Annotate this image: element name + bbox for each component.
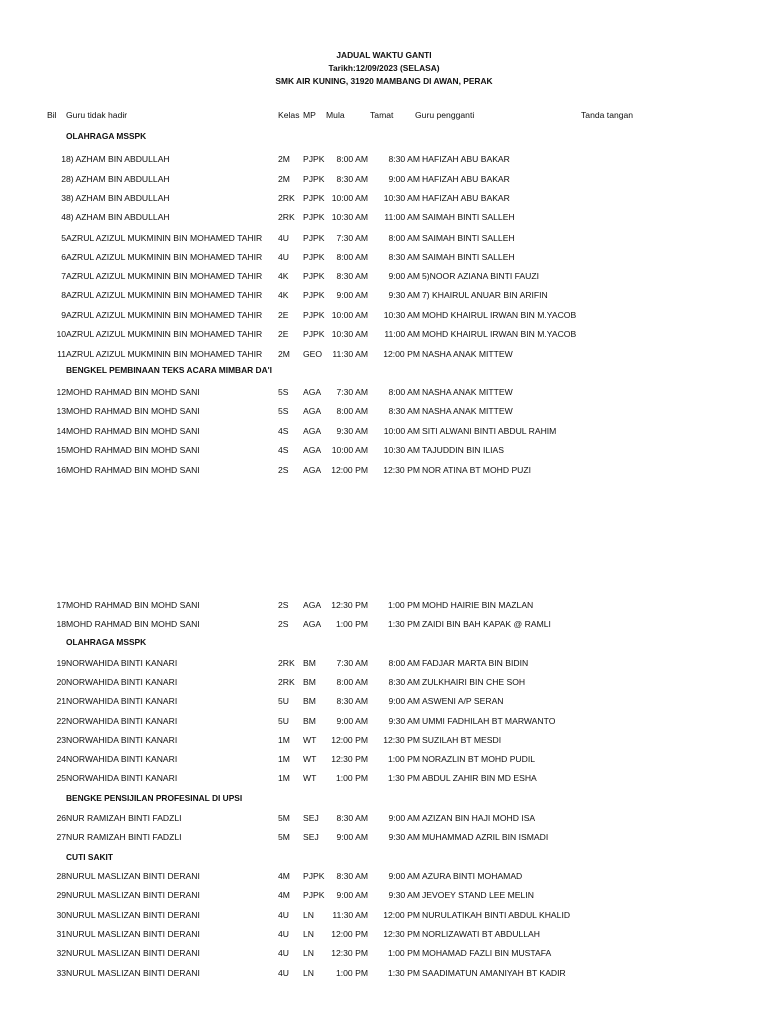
row-bil: 3 — [61, 193, 66, 203]
absent-teacher: 8) AZHAM BIN ABDULLAH — [66, 212, 170, 222]
start-time: 7:30 AM — [336, 658, 368, 668]
class-code: 4S — [278, 426, 289, 436]
row-bil: 30 — [56, 910, 66, 920]
absent-teacher: NURUL MASLIZAN BINTI DERANI — [66, 929, 200, 939]
end-time: 9:00 AM — [388, 174, 420, 184]
absent-teacher: AZRUL AZIZUL MUKMININ BIN MOHAMED TAHIR — [66, 290, 263, 300]
subject-code: WT — [303, 773, 317, 783]
table-row — [0, 232, 768, 244]
end-time: 9:00 AM — [388, 696, 420, 706]
relief-teacher: HAFIZAH ABU BAKAR — [422, 193, 510, 203]
relief-teacher: UMMI FADHILAH BT MARWANTO — [422, 716, 556, 726]
row-bil: 19 — [56, 658, 66, 668]
start-time: 10:00 AM — [331, 445, 368, 455]
start-time: 12:30 PM — [331, 754, 368, 764]
row-bil: 20 — [56, 677, 66, 687]
absent-teacher: AZRUL AZIZUL MUKMININ BIN MOHAMED TAHIR — [66, 310, 263, 320]
class-code: 2E — [278, 329, 289, 339]
subject-code: PJPK — [303, 154, 325, 164]
relief-teacher: NORLIZAWATI BT ABDULLAH — [422, 929, 540, 939]
absent-teacher: NORWAHIDA BINTI KANARI — [66, 677, 178, 687]
relief-teacher: NASHA ANAK MITTEW — [422, 349, 513, 359]
table-row — [0, 405, 768, 417]
end-time: 1:00 PM — [387, 948, 420, 958]
absent-teacher: AZRUL AZIZUL MUKMININ BIN MOHAMED TAHIR — [66, 252, 263, 262]
subject-code: BM — [303, 696, 316, 706]
end-time: 1:00 PM — [387, 754, 420, 764]
absent-teacher: NURUL MASLIZAN BINTI DERANI — [66, 968, 200, 978]
document-date: Tarikh:12/09/2023 (SELASA) — [328, 63, 440, 73]
relief-teacher: ZULKHAIRI BIN CHE SOH — [422, 677, 526, 687]
class-code: 2S — [278, 619, 289, 629]
relief-teacher: SAADIMATUN AMANIYAH BT KADIR — [422, 968, 566, 978]
table-row — [0, 889, 768, 901]
class-code: 2E — [278, 310, 289, 320]
row-bil: 27 — [56, 832, 66, 842]
end-time: 1:30 PM — [387, 619, 420, 629]
table-row — [0, 715, 768, 727]
absent-teacher: NURUL MASLIZAN BINTI DERANI — [66, 948, 200, 958]
start-time: 10:00 AM — [331, 193, 368, 203]
absent-teacher: AZRUL AZIZUL MUKMININ BIN MOHAMED TAHIR — [66, 349, 263, 359]
subject-code: PJPK — [303, 193, 325, 203]
document-header — [0, 49, 768, 88]
section-heading: BENGKEL PEMBINAAN TEKS ACARA MIMBAR DA'I — [66, 365, 272, 375]
row-bil: 2 — [61, 174, 66, 184]
class-code: 2RK — [278, 212, 295, 222]
class-code: 4M — [278, 890, 290, 900]
table-row — [0, 251, 768, 263]
class-code: 4U — [278, 910, 289, 920]
relief-teacher: NASHA ANAK MITTEW — [422, 387, 513, 397]
start-time: 9:00 AM — [336, 290, 368, 300]
header-bil: Bil — [47, 110, 57, 120]
start-time: 7:30 AM — [336, 387, 368, 397]
header-mp: MP — [303, 110, 316, 120]
absent-teacher: 8) AZHAM BIN ABDULLAH — [66, 193, 170, 203]
end-time: 12:30 PM — [383, 465, 420, 475]
start-time: 9:00 AM — [336, 890, 368, 900]
class-code: 2RK — [278, 677, 295, 687]
absent-teacher: NORWAHIDA BINTI KANARI — [66, 754, 178, 764]
table-row — [0, 211, 768, 223]
absent-teacher: MOHD RAHMAD BIN MOHD SANI — [66, 445, 200, 455]
table-row — [0, 676, 768, 688]
start-time: 12:00 PM — [331, 735, 368, 745]
row-bil: 29 — [56, 890, 66, 900]
start-time: 9:00 AM — [336, 832, 368, 842]
row-bil: 25 — [56, 773, 66, 783]
end-time: 12:00 PM — [383, 910, 420, 920]
table-row — [0, 831, 768, 843]
subject-code: PJPK — [303, 233, 325, 243]
absent-teacher: NORWAHIDA BINTI KANARI — [66, 735, 178, 745]
subject-code: LN — [303, 968, 314, 978]
subject-code: AGA — [303, 387, 322, 397]
relief-teacher: JEVOEY STAND LEE MELIN — [422, 890, 534, 900]
class-code: 1M — [278, 773, 290, 783]
end-time: 10:30 AM — [383, 445, 420, 455]
table-row — [0, 386, 768, 398]
relief-teacher: SITI ALWANI BINTI ABDUL RAHIM — [422, 426, 557, 436]
subject-code: AGA — [303, 406, 322, 416]
table-row — [0, 192, 768, 204]
table-row — [0, 909, 768, 921]
end-time: 8:30 AM — [388, 252, 420, 262]
row-bil: 31 — [56, 929, 66, 939]
class-code: 4K — [278, 271, 289, 281]
relief-teacher: MOHD KHAIRUL IRWAN BIN M.YACOB — [422, 310, 577, 320]
subject-code: AGA — [303, 426, 322, 436]
absent-teacher: NORWAHIDA BINTI KANARI — [66, 716, 178, 726]
start-time: 1:00 PM — [335, 619, 368, 629]
row-bil: 24 — [56, 754, 66, 764]
absent-teacher: MOHD RAHMAD BIN MOHD SANI — [66, 406, 200, 416]
absent-teacher: NURUL MASLIZAN BINTI DERANI — [66, 871, 200, 881]
end-time: 8:00 AM — [388, 387, 420, 397]
start-time: 8:30 AM — [336, 696, 368, 706]
row-bil: 18 — [56, 619, 66, 629]
start-time: 12:30 PM — [331, 600, 368, 610]
absent-teacher: MOHD RAHMAD BIN MOHD SANI — [66, 387, 200, 397]
relief-teacher: 5)NOOR AZIANA BINTI FAUZI — [422, 271, 539, 281]
absent-teacher: MOHD RAHMAD BIN MOHD SANI — [66, 426, 200, 436]
table-row — [0, 328, 768, 340]
class-code: 4K — [278, 290, 289, 300]
table-row — [0, 618, 768, 630]
relief-teacher: NURULATIKAH BINTI ABDUL KHALID — [422, 910, 571, 920]
subject-code: BM — [303, 677, 316, 687]
subject-code: PJPK — [303, 890, 325, 900]
end-time: 12:30 PM — [383, 735, 420, 745]
end-time: 10:30 AM — [383, 310, 420, 320]
start-time: 8:00 AM — [336, 154, 368, 164]
row-bil: 17 — [56, 600, 66, 610]
relief-teacher: HAFIZAH ABU BAKAR — [422, 174, 510, 184]
absent-teacher: NUR RAMIZAH BINTI FADZLI — [66, 832, 182, 842]
end-time: 9:30 AM — [388, 290, 420, 300]
row-bil: 8 — [61, 290, 66, 300]
row-bil: 26 — [56, 813, 66, 823]
subject-code: PJPK — [303, 271, 325, 281]
relief-teacher: SAIMAH BINTI SALLEH — [422, 233, 515, 243]
relief-teacher: SAIMAH BINTI SALLEH — [422, 212, 515, 222]
table-row — [0, 928, 768, 940]
subject-code: BM — [303, 658, 316, 668]
header-mula: Mula — [326, 110, 345, 120]
subject-code: LN — [303, 929, 314, 939]
subject-code: PJPK — [303, 174, 325, 184]
class-code: 2RK — [278, 658, 295, 668]
relief-teacher: MOHAMAD FAZLI BIN MUSTAFA — [422, 948, 552, 958]
end-time: 8:00 AM — [388, 233, 420, 243]
absent-teacher: NORWAHIDA BINTI KANARI — [66, 773, 178, 783]
document-title: JADUAL WAKTU GANTI — [336, 50, 432, 60]
class-code: 5U — [278, 716, 289, 726]
row-bil: 33 — [56, 968, 66, 978]
end-time: 12:30 PM — [383, 929, 420, 939]
row-bil: 23 — [56, 735, 66, 745]
class-code: 5M — [278, 813, 290, 823]
absent-teacher: NUR RAMIZAH BINTI FADZLI — [66, 813, 182, 823]
absent-teacher: MOHD RAHMAD BIN MOHD SANI — [66, 600, 200, 610]
class-code: 4M — [278, 871, 290, 881]
class-code: 2M — [278, 349, 290, 359]
row-bil: 9 — [61, 310, 66, 320]
end-time: 8:30 AM — [388, 154, 420, 164]
start-time: 8:30 AM — [336, 271, 368, 281]
subject-code: PJPK — [303, 212, 325, 222]
absent-teacher: AZRUL AZIZUL MUKMININ BIN MOHAMED TAHIR — [66, 329, 263, 339]
table-row — [0, 348, 768, 360]
table-row — [0, 772, 768, 784]
subject-code: AGA — [303, 600, 322, 610]
absent-teacher: MOHD RAHMAD BIN MOHD SANI — [66, 465, 200, 475]
end-time: 11:00 AM — [384, 329, 420, 339]
class-code: 2S — [278, 465, 289, 475]
row-bil: 4 — [61, 212, 66, 222]
section-heading: OLAHRAGA MSSPK — [66, 637, 147, 647]
class-code: 2M — [278, 154, 290, 164]
relief-teacher: FADJAR MARTA BIN BIDIN — [422, 658, 529, 668]
class-code: 4S — [278, 445, 289, 455]
table-row — [0, 464, 768, 476]
relief-teacher: ZAIDI BIN BAH KAPAK @ RAMLI — [422, 619, 551, 629]
absent-teacher: NORWAHIDA BINTI KANARI — [66, 696, 178, 706]
end-time: 8:00 AM — [388, 658, 420, 668]
end-time: 11:00 AM — [384, 212, 420, 222]
relief-teacher: MOHD KHAIRUL IRWAN BIN M.YACOB — [422, 329, 577, 339]
absent-teacher: 8) AZHAM BIN ABDULLAH — [66, 154, 170, 164]
row-bil: 15 — [56, 445, 66, 455]
school-name: SMK AIR KUNING, 31920 MAMBANG DI AWAN, PERAK — [275, 76, 493, 86]
subject-code: AGA — [303, 465, 322, 475]
subject-code: WT — [303, 754, 317, 764]
absent-teacher: AZRUL AZIZUL MUKMININ BIN MOHAMED TAHIR — [66, 271, 263, 281]
header-guru-pengganti: Guru pengganti — [415, 110, 475, 120]
start-time: 10:00 AM — [331, 310, 368, 320]
end-time: 9:00 AM — [388, 271, 420, 281]
start-time: 12:30 PM — [331, 948, 368, 958]
relief-teacher: SAIMAH BINTI SALLEH — [422, 252, 515, 262]
row-bil: 6 — [61, 252, 66, 262]
start-time: 12:00 PM — [331, 929, 368, 939]
class-code: 5U — [278, 696, 289, 706]
start-time: 10:30 AM — [331, 329, 368, 339]
subject-code: LN — [303, 910, 314, 920]
row-bil: 22 — [56, 716, 66, 726]
row-bil: 16 — [56, 465, 66, 475]
subject-code: AGA — [303, 445, 322, 455]
class-code: 1M — [278, 754, 290, 764]
subject-code: PJPK — [303, 252, 325, 262]
header-tamat: Tamat — [370, 110, 394, 120]
end-time: 9:00 AM — [388, 871, 420, 881]
start-time: 10:30 AM — [331, 212, 368, 222]
relief-teacher: 7) KHAIRUL ANUAR BIN ARIFIN — [422, 290, 548, 300]
table-row — [0, 657, 768, 669]
start-time: 1:00 PM — [335, 773, 368, 783]
end-time: 9:30 AM — [388, 716, 420, 726]
table-row — [0, 967, 768, 979]
absent-teacher: MOHD RAHMAD BIN MOHD SANI — [66, 619, 200, 629]
start-time: 8:30 AM — [336, 174, 368, 184]
row-bil: 12 — [56, 387, 66, 397]
start-time: 8:00 AM — [336, 252, 368, 262]
start-time: 8:00 AM — [336, 406, 368, 416]
end-time: 1:30 PM — [387, 968, 420, 978]
subject-code: PJPK — [303, 329, 325, 339]
start-time: 8:00 AM — [336, 677, 368, 687]
row-bil: 7 — [61, 271, 66, 281]
relief-teacher: AZIZAN BIN HAJI MOHD ISA — [422, 813, 536, 823]
relief-teacher: NORAZLIN BT MOHD PUDIL — [422, 754, 536, 764]
start-time: 9:30 AM — [336, 426, 368, 436]
table-row — [0, 734, 768, 746]
class-code: 2S — [278, 600, 289, 610]
table-row — [0, 695, 768, 707]
row-bil: 1 — [61, 154, 66, 164]
end-time: 1:30 PM — [387, 773, 420, 783]
start-time: 9:00 AM — [336, 716, 368, 726]
end-time: 8:30 AM — [388, 406, 420, 416]
relief-teacher: ASWENI A/P SERAN — [422, 696, 504, 706]
relief-teacher: ABDUL ZAHIR BIN MD ESHA — [422, 773, 537, 783]
relief-teacher: NOR ATINA BT MOHD PUZI — [422, 465, 532, 475]
end-time: 1:00 PM — [387, 600, 420, 610]
class-code: 4U — [278, 948, 289, 958]
row-bil: 14 — [56, 426, 66, 436]
absent-teacher: NURUL MASLIZAN BINTI DERANI — [66, 910, 200, 920]
subject-code: SEJ — [303, 832, 319, 842]
end-time: 9:30 AM — [388, 832, 420, 842]
subject-code: PJPK — [303, 290, 325, 300]
absent-teacher: NURUL MASLIZAN BINTI DERANI — [66, 890, 200, 900]
class-code: 2RK — [278, 193, 295, 203]
end-time: 12:00 PM — [383, 349, 420, 359]
row-bil: 10 — [56, 329, 66, 339]
class-code: 4U — [278, 968, 289, 978]
class-code: 5S — [278, 406, 289, 416]
start-time: 8:30 AM — [336, 813, 368, 823]
table-row — [0, 870, 768, 882]
row-bil: 32 — [56, 948, 66, 958]
subject-code: SEJ — [303, 813, 319, 823]
start-time: 1:00 PM — [335, 968, 368, 978]
table-row — [0, 153, 768, 165]
section-heading: CUTI SAKIT — [66, 852, 113, 862]
end-time: 8:30 AM — [388, 677, 420, 687]
section-heading: BENGKE PENSIJILAN PROFESINAL DI UPSI — [66, 793, 243, 803]
subject-code: GEO — [303, 349, 323, 359]
header-kelas: Kelas — [278, 110, 300, 120]
class-code: 2M — [278, 174, 290, 184]
relief-teacher: HAFIZAH ABU BAKAR — [422, 154, 510, 164]
table-row — [0, 753, 768, 765]
subject-code: PJPK — [303, 871, 325, 881]
relief-teacher: NASHA ANAK MITTEW — [422, 406, 513, 416]
table-row — [0, 425, 768, 437]
subject-code: WT — [303, 735, 317, 745]
class-code: 4U — [278, 252, 289, 262]
subject-code: AGA — [303, 619, 322, 629]
start-time: 8:30 AM — [336, 871, 368, 881]
relief-teacher: TAJUDDIN BIN ILIAS — [422, 445, 504, 455]
absent-teacher: AZRUL AZIZUL MUKMININ BIN MOHAMED TAHIR — [66, 233, 263, 243]
class-code: 1M — [278, 735, 290, 745]
class-code: 5S — [278, 387, 289, 397]
end-time: 9:30 AM — [388, 890, 420, 900]
subject-code: LN — [303, 948, 314, 958]
table-row — [0, 173, 768, 185]
table-row — [0, 309, 768, 321]
row-bil: 5 — [61, 233, 66, 243]
section-heading: OLAHRAGA MSSPK — [66, 131, 147, 141]
absent-teacher: 8) AZHAM BIN ABDULLAH — [66, 174, 170, 184]
row-bil: 13 — [56, 406, 66, 416]
header-guru-tidak-hadir: Guru tidak hadir — [66, 110, 128, 120]
subject-code: BM — [303, 716, 316, 726]
relief-teacher: MOHD HAIRIE BIN MAZLAN — [422, 600, 534, 610]
end-time: 10:00 AM — [383, 426, 420, 436]
relief-teacher: AZURA BINTI MOHAMAD — [422, 871, 523, 881]
absent-teacher: NORWAHIDA BINTI KANARI — [66, 658, 178, 668]
header-tanda-tangan: Tanda tangan — [581, 110, 634, 120]
table-row — [0, 270, 768, 282]
table-row — [0, 599, 768, 611]
start-time: 7:30 AM — [336, 233, 368, 243]
class-code: 4U — [278, 233, 289, 243]
table-row — [0, 444, 768, 456]
relief-teacher: SUZILAH BT MESDI — [422, 735, 502, 745]
class-code: 4U — [278, 929, 289, 939]
row-bil: 21 — [56, 696, 66, 706]
start-time: 11:30 AM — [332, 910, 368, 920]
class-code: 5M — [278, 832, 290, 842]
table-row — [0, 812, 768, 824]
start-time: 12:00 PM — [331, 465, 368, 475]
end-time: 9:00 AM — [388, 813, 420, 823]
row-bil: 11 — [57, 349, 66, 359]
subject-code: PJPK — [303, 310, 325, 320]
relief-teacher: MUHAMMAD AZRIL BIN ISMADI — [422, 832, 549, 842]
end-time: 10:30 AM — [383, 193, 420, 203]
row-bil: 28 — [56, 871, 66, 881]
start-time: 11:30 AM — [332, 349, 368, 359]
table-row — [0, 289, 768, 301]
table-row — [0, 947, 768, 959]
